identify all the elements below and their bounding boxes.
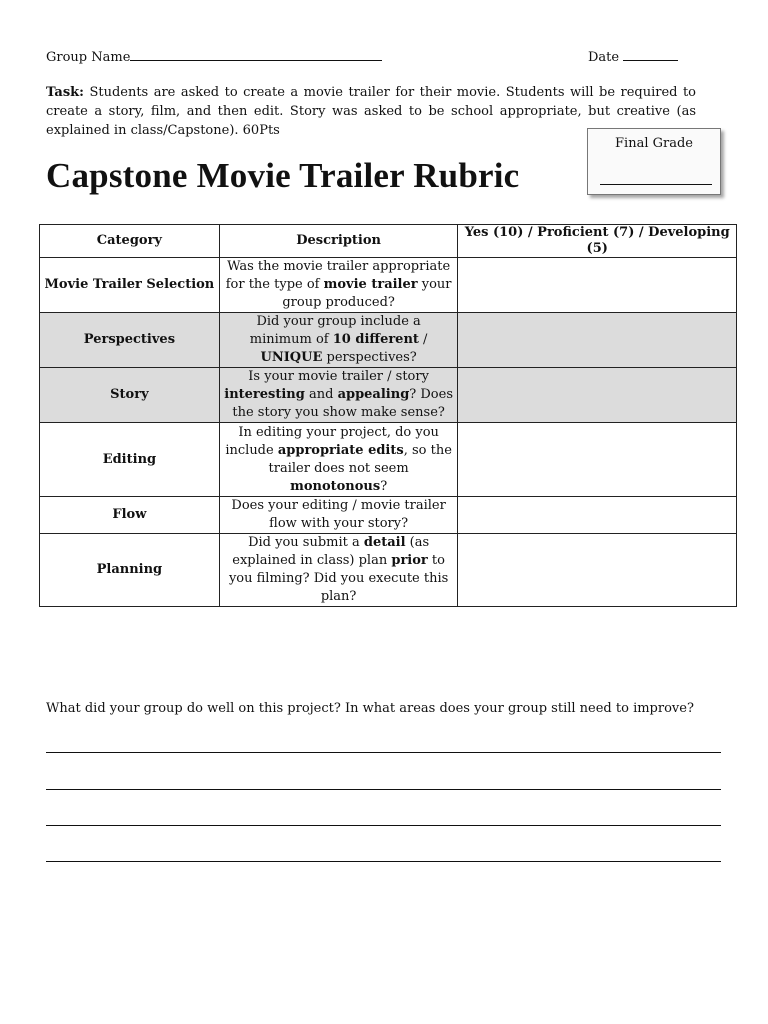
rubric-score-cell[interactable]	[458, 534, 737, 607]
description-emphasis: appealing	[337, 387, 410, 402]
description-text: /	[418, 332, 428, 347]
reflection-question: What did your group do well on this project? In what areas does your group still need to improve?	[46, 701, 694, 716]
description-text: and	[304, 387, 338, 402]
description-text: Is your movie trailer / story	[248, 369, 429, 384]
rubric-description	[219, 497, 458, 534]
description-emphasis: detail	[363, 535, 406, 550]
rubric-score-cell[interactable]	[458, 497, 737, 534]
description-text: , so the trailer does not seem	[268, 442, 452, 476]
group-name-label: Group Name	[46, 50, 131, 65]
description-text: Was the movie trailer appropriate for the type of	[225, 259, 451, 292]
description-text: In editing your project, do you include	[225, 424, 439, 458]
rubric-header-row	[40, 225, 737, 258]
final-grade-label: Final Grade	[615, 136, 693, 151]
description-emphasis: 10 different	[332, 332, 419, 347]
rubric-description	[219, 423, 458, 497]
description-text: perspectives?	[322, 350, 417, 365]
date-field[interactable]	[588, 48, 678, 65]
description-text: ?	[380, 478, 388, 494]
task-text: Students are asked to create a movie trailer for their movie. Students will be required to create a story, film, and then edit. Story was asked to be school appropriate, but creative (as explained in class/Capstone). 60Pts	[46, 85, 696, 138]
rubric-score-cell[interactable]	[458, 368, 737, 423]
rubric-category: Editing	[40, 423, 220, 497]
category-header: Category	[40, 225, 220, 258]
rubric-category: Story	[40, 368, 220, 423]
description-header: Description	[219, 225, 458, 258]
answer-line[interactable]	[46, 825, 721, 826]
rubric-description	[219, 313, 458, 368]
rubric-category: Planning	[40, 534, 220, 607]
description-emphasis: interesting	[224, 387, 305, 402]
description-text: to you filming? Did you execute this plan?	[228, 553, 449, 604]
description-text: Does your editing / movie trailer flow with your story?	[231, 498, 446, 531]
description-emphasis: UNIQUE	[260, 350, 323, 365]
rubric-category: Flow	[40, 497, 220, 534]
group-name-blank[interactable]	[130, 48, 382, 61]
rubric-category: Movie Trailer Selection	[40, 258, 220, 313]
description-text: Did your group include a minimum of	[249, 314, 421, 347]
rubric-category: Perspectives	[40, 313, 220, 368]
rubric-row	[40, 423, 737, 497]
group-name-field[interactable]	[46, 48, 382, 65]
final-grade-blank[interactable]	[600, 184, 712, 185]
rubric-row	[40, 497, 737, 534]
rubric-table	[39, 224, 737, 607]
description-text: (as explained in class) plan	[232, 535, 430, 568]
rubric-row	[40, 534, 737, 607]
description-emphasis: monotonous	[290, 478, 381, 494]
description-emphasis: movie trailer	[323, 277, 418, 292]
rubric-row	[40, 313, 737, 368]
date-label: Date	[588, 50, 620, 65]
rubric-score-cell[interactable]	[458, 423, 737, 497]
answer-line[interactable]	[46, 752, 721, 753]
task-label: Task:	[46, 85, 84, 100]
description-emphasis: prior	[391, 553, 428, 568]
rubric-score-cell[interactable]	[458, 313, 737, 368]
rubric-score-cell[interactable]	[458, 258, 737, 313]
rubric-row	[40, 258, 737, 313]
rubric-description	[219, 258, 458, 313]
description-text: ? Does the story you show make sense?	[232, 387, 453, 420]
rubric-description	[219, 534, 458, 607]
answer-line[interactable]	[46, 861, 721, 862]
rubric-description	[219, 368, 458, 423]
page-title: Capstone Movie Trailer Rubric	[46, 156, 520, 195]
description-text: Did you submit a	[248, 535, 364, 550]
rubric-row	[40, 368, 737, 423]
final-grade-box	[587, 128, 721, 195]
description-emphasis: appropriate edits	[277, 442, 404, 458]
description-text: your group produced?	[282, 277, 452, 310]
score-header: Yes (10) / Proficient (7) / Developing (5)	[458, 225, 737, 258]
answer-line[interactable]	[46, 789, 721, 790]
date-blank[interactable]	[623, 48, 678, 61]
